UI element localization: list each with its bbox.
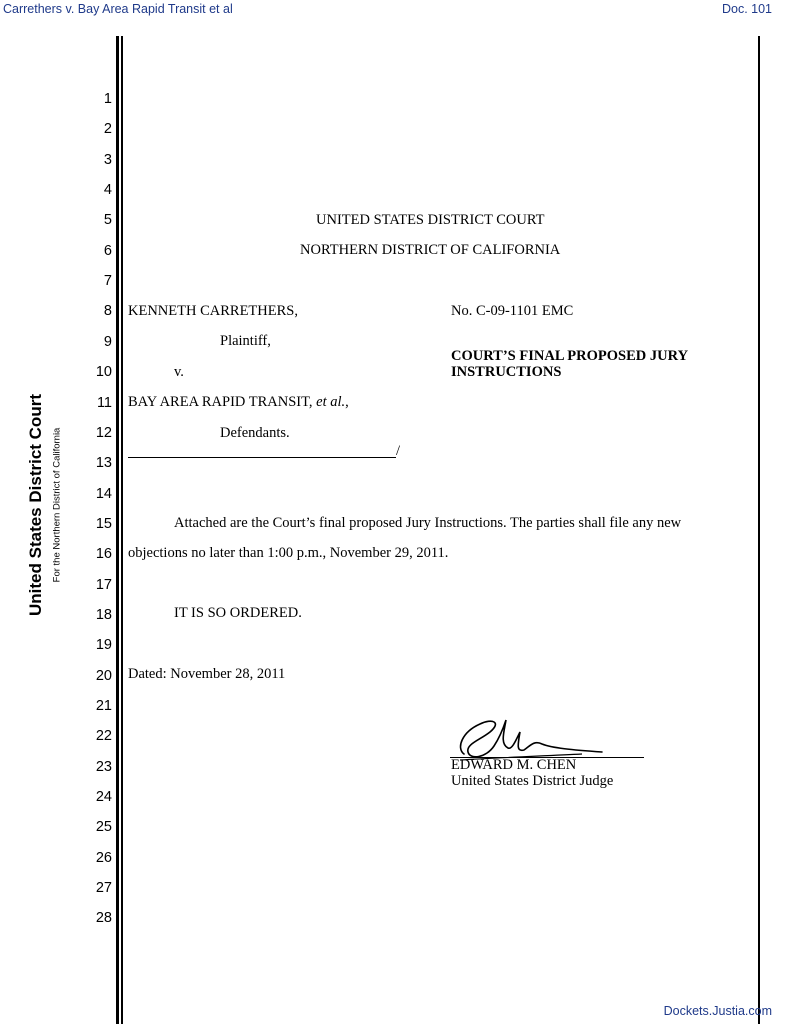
- line-number: 8: [103, 303, 112, 320]
- sidebar-district: For the Northern District of California: [51, 427, 63, 583]
- caption-slash: /: [396, 443, 401, 459]
- paragraph-line-1: Attached are the Court’s final proposed Jury Instructions. The parties shall file any new: [174, 515, 682, 531]
- line-number: 10: [95, 364, 112, 381]
- doc-number-link[interactable]: Doc. 101: [721, 2, 772, 16]
- versus: v.: [174, 364, 184, 380]
- line-number: 28: [95, 910, 112, 927]
- court-name: UNITED STATES DISTRICT COURT: [316, 212, 545, 228]
- line-number: 21: [95, 698, 112, 714]
- defendant-name: [128, 394, 349, 411]
- judge-title: United States District Judge: [451, 773, 614, 789]
- left-margin-rule: [116, 36, 119, 1024]
- line-number: 4: [103, 182, 112, 199]
- line-number: 5: [103, 212, 112, 229]
- judge-name: EDWARD M. CHEN: [451, 757, 577, 773]
- line-number: 9: [103, 333, 112, 350]
- defendant-main: BAY AREA RAPID TRANSIT,: [128, 394, 317, 410]
- plaintiff-role: Plaintiff,: [220, 333, 271, 349]
- line-number: 15: [95, 515, 112, 532]
- line-number: 16: [95, 546, 112, 563]
- line-number: 22: [95, 728, 112, 745]
- line-number: 2: [103, 121, 112, 138]
- line-number: 13: [95, 455, 112, 472]
- case-number: No. C-09-1101 EMC: [451, 303, 574, 319]
- line-number: 17: [95, 576, 112, 593]
- line-number: 11: [96, 394, 112, 411]
- line-number: 27: [95, 880, 112, 897]
- document-title-line-1: COURT’S FINAL PROPOSED JURY: [451, 348, 689, 364]
- line-number: 6: [103, 242, 112, 259]
- line-number: 19: [95, 637, 112, 654]
- left-margin-rule-inner: [121, 36, 123, 1024]
- dated-line: Dated: November 28, 2011: [128, 666, 286, 682]
- line-number: 12: [95, 424, 112, 441]
- right-margin-rule: [758, 36, 760, 1024]
- line-number: 26: [95, 849, 112, 866]
- line-number: 23: [95, 758, 112, 775]
- justia-footer-link[interactable]: Dockets.Justia.com: [663, 1004, 772, 1018]
- document-title-line-2: INSTRUCTIONS: [451, 364, 562, 380]
- paragraph-line-2: objections no later than 1:00 p.m., November 29, 2011.: [128, 545, 449, 561]
- defendant-comma: ,: [345, 394, 349, 410]
- order-statement: IT IS SO ORDERED.: [174, 605, 302, 621]
- case-title-link[interactable]: Carrethers v. Bay Area Rapid Transit et al: [3, 2, 233, 16]
- line-number: 7: [103, 273, 112, 290]
- line-number: 25: [95, 819, 112, 836]
- caption-underline: [128, 457, 396, 458]
- court-district: NORTHERN DISTRICT OF CALIFORNIA: [300, 242, 561, 258]
- sidebar-court-name: United States District Court: [26, 394, 45, 616]
- line-number: 1: [103, 91, 112, 107]
- line-number: 20: [95, 667, 112, 684]
- line-number: 3: [103, 151, 112, 168]
- line-number: 14: [95, 485, 112, 502]
- defendant-et-al: et al.: [316, 394, 346, 410]
- line-number: 18: [95, 606, 112, 623]
- line-number: 24: [95, 789, 112, 806]
- defendant-role: Defendants.: [220, 425, 290, 441]
- plaintiff-name: KENNETH CARRETHERS,: [128, 303, 298, 319]
